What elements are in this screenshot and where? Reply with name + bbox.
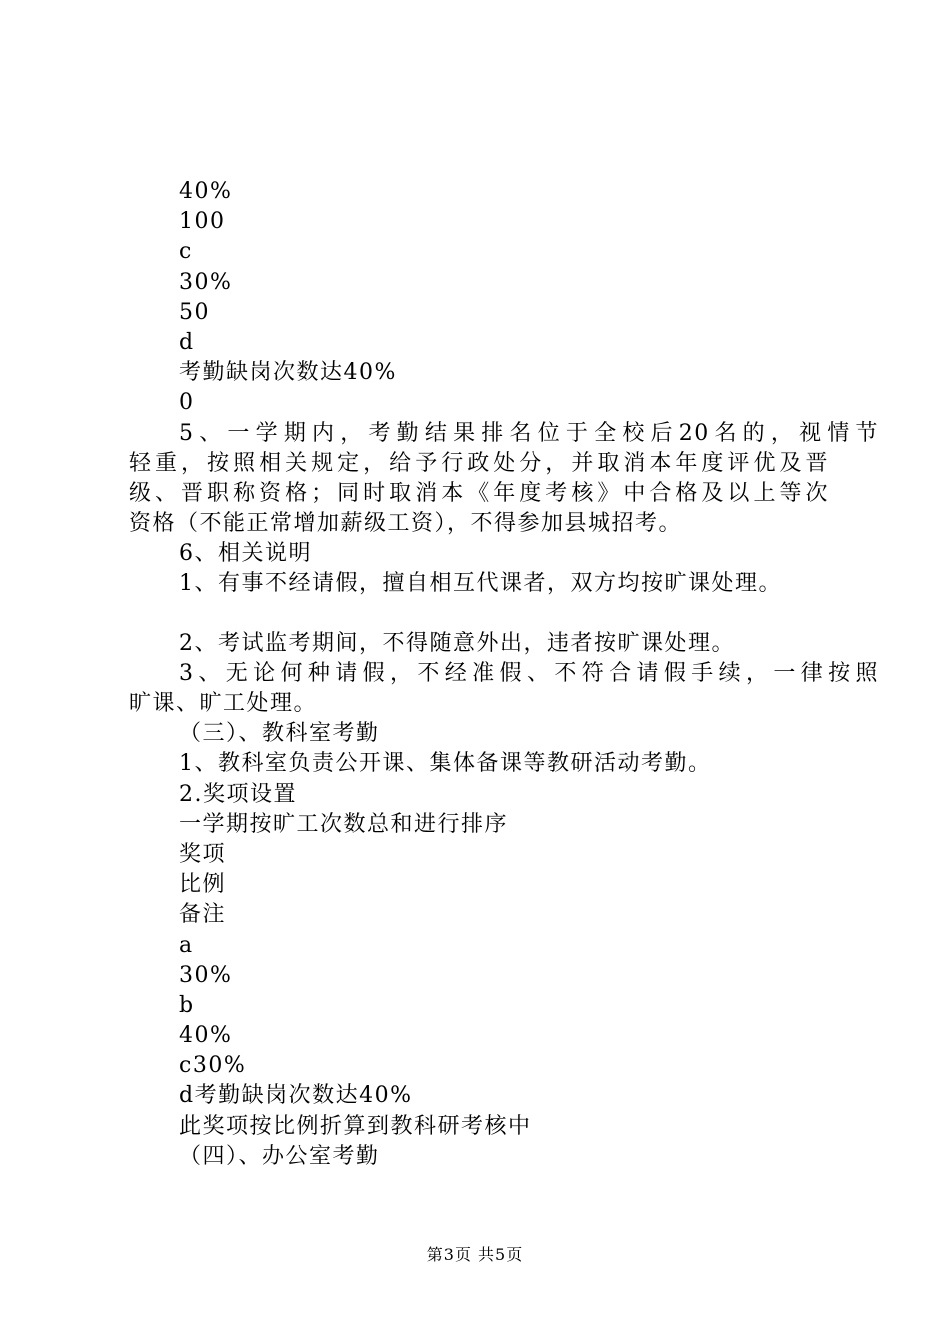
- paragraph-line: 轻重，按照相关规定，给予行政处分，并取消本年度评优及晋: [129, 450, 829, 476]
- text-line: 备注: [179, 902, 227, 928]
- text-line: 40%: [179, 179, 233, 204]
- text-line: c: [179, 239, 193, 265]
- paragraph-line: 旷课、旷工处理。: [129, 691, 318, 716]
- text-line: 考勤缺岗次数达40%: [179, 360, 397, 386]
- text-line: 0: [179, 390, 195, 416]
- paragraph-line: 5、一学期内，考勤结果排名位于全校后20名的，视情节: [179, 420, 879, 446]
- section-heading: （三）、教科室考勤: [179, 721, 380, 747]
- section-heading: 6、相关说明: [179, 541, 312, 567]
- paragraph-line: 2、考试监考期间，不得随意外出，违者按旷课处理。: [179, 630, 735, 656]
- text-line: 30%: [179, 269, 233, 295]
- section-heading: （四）、办公室考勤: [179, 1143, 380, 1169]
- text-line: 奖项: [179, 841, 227, 867]
- text-line: 100: [179, 209, 226, 235]
- text-line: 40%: [179, 1023, 233, 1049]
- text-line: 30%: [179, 962, 233, 988]
- text-line: d: [179, 329, 195, 355]
- text-line: 比例: [179, 872, 227, 898]
- paragraph-line: 资格（不能正常增加薪级工资），不得参加县城招考。: [129, 511, 683, 537]
- text-line: 此奖项按比例折算到教科研考核中: [179, 1113, 532, 1139]
- page-number-footer: 第3页 共5页: [426, 1245, 524, 1264]
- section-heading: 2.奖项设置: [179, 781, 297, 807]
- text-line: d考勤缺岗次数达40%: [179, 1083, 413, 1109]
- text-line: 50: [179, 299, 210, 325]
- paragraph-line: 1、有事不经请假，擅自相互代课者，双方均按旷课处理。: [179, 571, 782, 597]
- text-line: a: [179, 932, 194, 958]
- text-line: 一学期按旷工次数总和进行排序: [179, 811, 509, 837]
- paragraph-line: 1、教科室负责公开课、集体备课等教研活动考勤。: [179, 751, 712, 777]
- paragraph-line: 3、无论何种请假，不经准假、不符合请假手续，一律按照: [179, 660, 879, 686]
- text-line: b: [179, 992, 195, 1018]
- text-line: c30%: [179, 1053, 247, 1079]
- document-body: [0, 177, 950, 1172]
- paragraph-line: 级、晋职称资格；同时取消本《年度考核》中合格及以上等次: [129, 480, 829, 506]
